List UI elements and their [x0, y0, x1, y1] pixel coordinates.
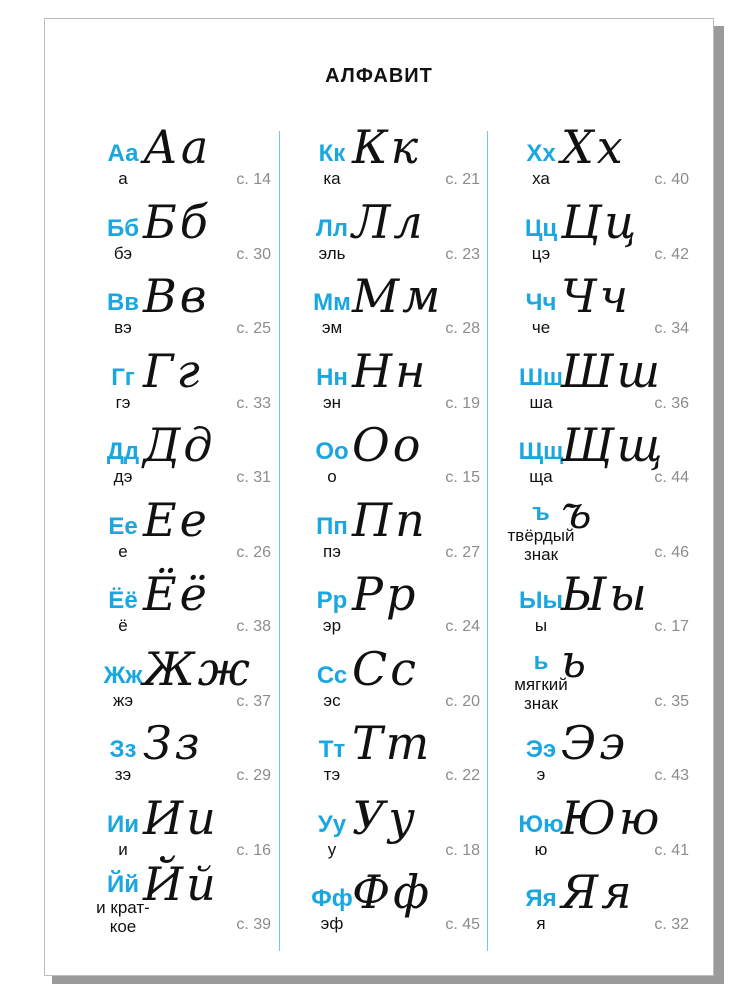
- printed-letter-pair: Ээ: [525, 736, 557, 763]
- letter-name: зэ: [114, 765, 132, 784]
- printed-letter-pair: Юю: [518, 810, 564, 838]
- letter-entry: [292, 269, 492, 347]
- cursive-letter-pair: Уу: [352, 790, 418, 845]
- letter-entry: [501, 194, 701, 273]
- letter-name: у: [327, 839, 337, 859]
- printed-letter-pair: ь: [533, 647, 549, 675]
- letter-entry: [83, 120, 283, 198]
- cursive-letter-pair: Щщ: [561, 418, 666, 472]
- cursive-letter-pair: Нн: [352, 343, 429, 398]
- page-reference: с. 37: [236, 692, 271, 710]
- letter-name: эн: [322, 392, 342, 412]
- letter-name: ща: [529, 467, 553, 486]
- letter-entry: [83, 716, 283, 794]
- cursive-letter-pair: Хх: [561, 120, 626, 174]
- letter-entry: [292, 343, 492, 422]
- page-reference: с. 16: [236, 841, 271, 859]
- letter-entry: [292, 641, 492, 720]
- letter-entry: [501, 269, 701, 347]
- cursive-letter-pair: Шш: [561, 343, 664, 398]
- letter-entry: [83, 269, 283, 347]
- letter-name: ю: [534, 839, 548, 859]
- letter-entry: [501, 120, 701, 198]
- page-reference: с. 41: [654, 841, 689, 859]
- page-reference: с. 45: [445, 916, 480, 933]
- printed-letter-pair: Шш: [518, 363, 564, 391]
- letter-entry: [292, 567, 492, 645]
- page-reference: с. 34: [654, 320, 689, 337]
- letter-name: эс: [323, 690, 341, 710]
- page-reference: с. 22: [445, 767, 480, 784]
- cursive-letter-pair: Йй: [143, 857, 219, 911]
- letter-name: а: [118, 169, 128, 188]
- letter-name: я: [536, 914, 546, 933]
- letter-name: э: [536, 765, 546, 784]
- letter-entry: [501, 716, 701, 794]
- page-reference: с. 46: [654, 543, 689, 561]
- letter-name-line: твёрдый: [507, 525, 575, 545]
- printed-letter-pair: Жж: [103, 661, 143, 689]
- page-reference: с. 19: [445, 394, 480, 412]
- letter-name: ха: [532, 169, 550, 188]
- cursive-letter-pair: Вв: [143, 269, 210, 323]
- letter-entry: [501, 865, 701, 943]
- cursive-letter-pair: Ии: [143, 790, 219, 845]
- letter-entry: [501, 484, 701, 571]
- cursive-letter-pair: Оо: [352, 418, 424, 472]
- letter-name-line: мягкий: [514, 674, 568, 694]
- cursive-letter-pair: ъ: [561, 484, 595, 539]
- printed-letter-pair: Рр: [316, 587, 348, 614]
- printed-letter-pair: Ее: [108, 512, 138, 540]
- poster-title: АЛФАВИТ: [325, 65, 433, 87]
- page-reference: с. 35: [654, 692, 689, 710]
- page-reference: с. 29: [236, 767, 271, 784]
- printed-letter-pair: Щщ: [518, 438, 564, 465]
- printed-letter-pair: Сс: [316, 661, 348, 689]
- letter-name-line: кое: [109, 917, 137, 936]
- letter-name: е: [118, 541, 128, 561]
- letter-column-2: [292, 120, 492, 943]
- letter-entry: [83, 194, 283, 273]
- letter-column-3: [501, 120, 701, 943]
- letter-name: пэ: [323, 541, 341, 561]
- cursive-letter-pair: Ёё: [143, 567, 210, 621]
- printed-letter-pair: Гг: [111, 363, 135, 391]
- letter-name: ка: [323, 169, 341, 188]
- printed-letter-pair: Чч: [525, 289, 557, 316]
- page-reference: с. 14: [236, 171, 271, 188]
- letter-entry: [292, 194, 492, 273]
- page-reference: с. 44: [654, 469, 689, 486]
- printed-letter-pair: Оо: [315, 438, 349, 465]
- printed-letter-pair: Цц: [524, 214, 558, 242]
- cursive-letter-pair: Лл: [352, 194, 426, 249]
- cursive-letter-pair: Ее: [143, 492, 210, 547]
- printed-letter-pair: Ыы: [519, 587, 563, 614]
- page-reference: с. 21: [445, 171, 480, 188]
- page-reference: с. 33: [236, 394, 271, 412]
- cursive-letter-pair: Сс: [352, 641, 419, 696]
- page-reference: с. 30: [236, 245, 271, 263]
- printed-letter-pair: Бб: [106, 214, 140, 242]
- page-reference: с. 28: [445, 320, 480, 337]
- printed-letter-pair: Фф: [311, 885, 353, 912]
- letter-entry: [501, 790, 701, 869]
- page-reference: с. 42: [654, 245, 689, 263]
- letter-name: тэ: [323, 765, 341, 784]
- cursive-letter-pair: Кк: [352, 120, 422, 174]
- cursive-letter-pair: Мм: [352, 269, 444, 323]
- letter-name-line: и крат-: [96, 898, 150, 917]
- printed-letter-pair: Яя: [525, 885, 557, 912]
- letter-entry: [83, 343, 283, 422]
- cursive-letter-pair: Тт: [352, 716, 433, 770]
- printed-letter-pair: ъ: [532, 498, 550, 526]
- letter-name: че: [531, 318, 551, 337]
- cursive-letter-pair: Юю: [561, 790, 663, 845]
- printed-letter-pair: Тт: [318, 736, 346, 763]
- printed-letter-pair: Вв: [106, 289, 140, 316]
- alphabet-poster: [44, 18, 714, 976]
- page-reference: с. 40: [654, 171, 689, 188]
- letter-name: эр: [322, 616, 342, 635]
- cursive-letter-pair: Ээ: [561, 716, 628, 770]
- page-reference: с. 39: [236, 916, 271, 933]
- cursive-letter-pair: Фф: [352, 865, 433, 919]
- letter-entry: [83, 641, 283, 720]
- letter-entry: [83, 567, 283, 645]
- letter-name: вэ: [114, 318, 132, 337]
- cursive-letter-pair: Гг: [143, 343, 203, 398]
- letter-name: и: [118, 839, 128, 859]
- printed-letter-pair: Пп: [316, 512, 348, 540]
- letter-name: эм: [321, 318, 343, 337]
- page-reference: с. 36: [654, 394, 689, 412]
- letter-name: жэ: [112, 690, 134, 710]
- letter-name: эф: [320, 914, 344, 933]
- printed-letter-pair: Лл: [315, 214, 349, 242]
- page-reference: с. 27: [445, 543, 480, 561]
- printed-letter-pair: Мм: [313, 289, 351, 316]
- letter-entry: [501, 343, 701, 422]
- page-reference: с. 20: [445, 692, 480, 710]
- letter-name: гэ: [115, 392, 131, 412]
- printed-letter-pair: Аа: [107, 140, 139, 167]
- page-reference: с. 15: [445, 469, 480, 486]
- letter-entry: [292, 418, 492, 496]
- page-reference: с. 23: [445, 245, 480, 263]
- page-reference: с. 25: [236, 320, 271, 337]
- letter-entry: [83, 857, 283, 943]
- letter-entry: [292, 492, 492, 571]
- cursive-letter-pair: Рр: [352, 567, 419, 621]
- letter-name: дэ: [113, 467, 133, 486]
- letter-entry: [292, 790, 492, 869]
- cursive-letter-pair: Зз: [143, 716, 203, 770]
- printed-letter-pair: Ёё: [108, 587, 138, 614]
- printed-letter-pair: Йй: [106, 871, 139, 898]
- cursive-letter-pair: Ыы: [561, 567, 650, 621]
- letter-name: ё: [118, 616, 128, 635]
- printed-letter-pair: Хх: [526, 140, 556, 167]
- printed-letter-pair: Дд: [106, 438, 140, 465]
- printed-letter-pair: Зз: [109, 736, 137, 763]
- page-reference: с. 18: [445, 841, 480, 859]
- page-reference: с. 43: [654, 767, 689, 784]
- cursive-letter-pair: Бб: [143, 194, 211, 249]
- page-reference: с. 32: [654, 916, 689, 933]
- letter-entry: [501, 418, 701, 496]
- printed-letter-pair: Нн: [316, 363, 348, 391]
- letter-entry: [501, 567, 701, 645]
- letter-column-1: [83, 120, 283, 943]
- printed-letter-pair: Ии: [106, 810, 139, 838]
- cursive-letter-pair: Аа: [143, 120, 212, 174]
- cursive-letter-pair: Дд: [143, 418, 216, 472]
- letter-name-line: знак: [523, 693, 559, 713]
- cursive-letter-pair: Пп: [352, 492, 428, 547]
- letter-entry: [292, 716, 492, 794]
- letter-entry: [501, 633, 701, 720]
- letter-entry: [83, 492, 283, 571]
- page-reference: с. 31: [236, 469, 271, 486]
- letter-name: о: [327, 467, 337, 486]
- printed-letter-pair: Уу: [317, 810, 347, 838]
- letter-name: эль: [318, 243, 346, 263]
- cursive-letter-pair: Жж: [143, 641, 253, 696]
- cursive-letter-pair: ь: [561, 633, 590, 688]
- letter-name: ша: [529, 392, 553, 412]
- letter-name: ы: [534, 616, 548, 635]
- cursive-letter-pair: Цц: [561, 194, 640, 249]
- page-reference: с. 24: [445, 618, 480, 635]
- cursive-letter-pair: Яя: [561, 865, 635, 919]
- page-reference: с. 17: [654, 618, 689, 635]
- letter-entry: [83, 418, 283, 496]
- letter-name: цэ: [531, 243, 551, 263]
- letter-name-line: знак: [523, 544, 559, 564]
- page-reference: с. 38: [236, 618, 271, 635]
- letter-name: бэ: [113, 243, 133, 263]
- letter-entry: [292, 865, 492, 943]
- printed-letter-pair: Кк: [318, 140, 346, 167]
- cursive-letter-pair: Чч: [561, 269, 632, 323]
- page-reference: с. 26: [236, 543, 271, 561]
- letter-entry: [292, 120, 492, 198]
